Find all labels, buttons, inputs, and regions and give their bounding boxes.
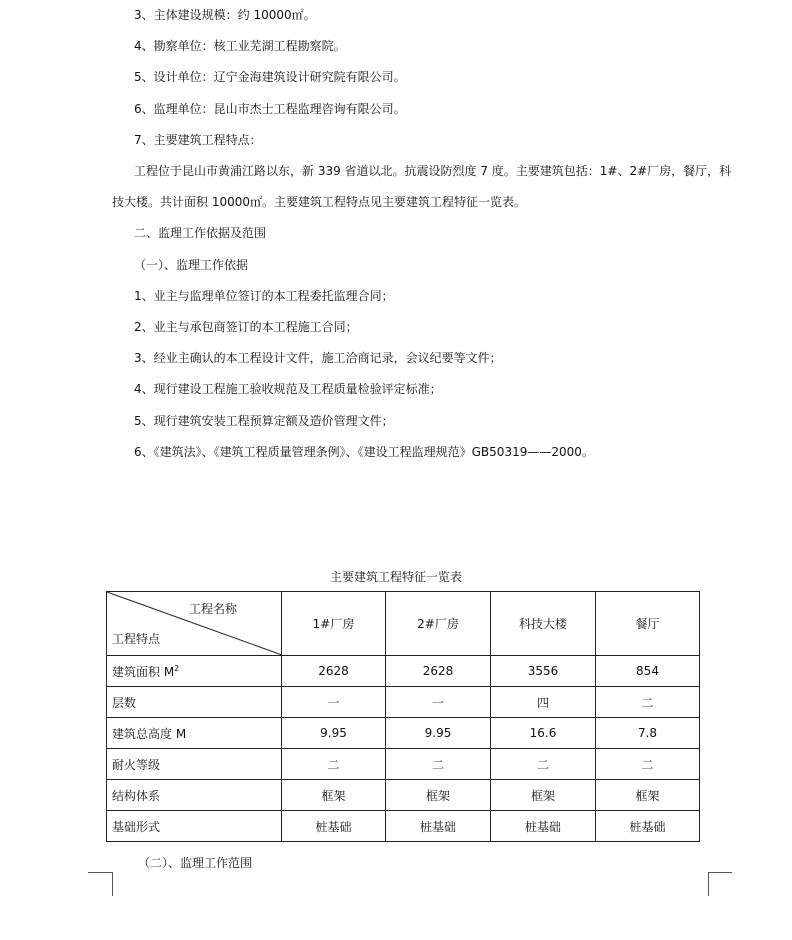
table-cell: 二 [386,749,491,780]
table-cell: 二 [596,687,700,718]
building-features-table [106,591,700,842]
table-cell: 7.8 [596,718,700,749]
basis-item-5: 5、现行建筑安装工程预算定额及造价管理文件； [134,414,394,428]
table-cell: 854 [596,656,700,687]
table-corner-cell [107,592,282,656]
table-cell: 一 [282,687,386,718]
crop-mark-left-vertical [112,872,113,896]
column-header: 科技大楼 [491,592,596,656]
table-cell: 框架 [491,780,596,811]
table-cell: 2628 [386,656,491,687]
column-header: 2#厂房 [386,592,491,656]
basis-item-1: 1、业主与监理单位签订的本工程委托监理合同； [134,289,394,303]
table-cell: 9.95 [282,718,386,749]
basis-item-6: 6、《建筑法》、《建筑工程质量管理条例》、《建设工程监理规范》GB50319——2000。 [134,445,594,459]
crop-mark-left-horizontal [88,872,112,873]
table-cell: 框架 [386,780,491,811]
table-cell: 桩基础 [386,811,491,842]
paragraph-scale: 3、主体建设规模：约 10000㎡。 [134,8,316,22]
basis-item-4: 4、现行建设工程施工验收规范及工程质量检验评定标准； [134,382,442,396]
row-label-fire-rating: 耐火等级 [107,749,282,780]
table-cell: 16.6 [491,718,596,749]
basis-item-2: 2、业主与承包商签订的本工程施工合同； [134,320,358,334]
table-cell: 3556 [491,656,596,687]
paragraph-features-heading: 7、主要建筑工程特点： [134,133,262,147]
table-cell: 二 [491,749,596,780]
table-header-row [107,592,700,656]
table-cell: 桩基础 [491,811,596,842]
row-label-area: 建筑面积 $M^2$ [107,656,282,687]
crop-mark-right-horizontal [708,872,732,873]
section-heading-basis-scope: 二、监理工作依据及范围 [134,226,267,240]
table-cell: 二 [282,749,386,780]
row-label-foundation: 基础形式 [107,811,282,842]
table-cell: 四 [491,687,596,718]
table-row [107,749,700,780]
row-label-structure: 结构体系 [107,780,282,811]
table-cell: 二 [596,749,700,780]
table-cell: 框架 [596,780,700,811]
table-cell: 9.95 [386,718,491,749]
table-row [107,780,700,811]
paragraph-survey-unit: 4、勘察单位：核工业芜湖工程勘察院。 [134,39,346,53]
table-cell: 框架 [282,780,386,811]
table-row [107,718,700,749]
table-row [107,687,700,718]
paragraph-location-cont: 技大楼。共计面积 10000㎡。主要建筑工程特点见主要建筑工程特征一览表。 [112,195,526,209]
subsection-heading-scope: （二）、监理工作范围 [138,856,253,870]
subsection-heading-basis: （一）、监理工作依据 [134,258,249,272]
paragraph-supervision-unit: 6、监理单位：昆山市杰士工程监理咨询有限公司。 [134,102,406,116]
table-cell: 一 [386,687,491,718]
corner-label-project-name: 工程名称 [188,602,237,616]
column-header: 餐厅 [596,592,700,656]
table-title: 主要建筑工程特征一览表 [329,570,462,584]
table-cell: 桩基础 [596,811,700,842]
paragraph-location: 工程位于昆山市黄浦江路以东，新 339 省道以北。抗震设防烈度 7 度。主要建筑包括：1#、2#厂房，餐厅，科 [134,164,732,178]
table-row [107,656,700,687]
table-cell: 桩基础 [282,811,386,842]
table-row [107,811,700,842]
row-label-height: 建筑总高度 M [107,718,282,749]
column-header: 1#厂房 [282,592,386,656]
paragraph-design-unit: 5、设计单位：辽宁金海建筑设计研究院有限公司。 [134,70,406,84]
basis-item-3: 3、经业主确认的本工程设计文件，施工洽商记录，会议纪要等文件； [134,351,502,365]
corner-label-features: 工程特点 [112,632,161,646]
crop-mark-right-vertical [708,872,709,896]
table-cell: 2628 [282,656,386,687]
row-label-floors: 层数 [107,687,282,718]
